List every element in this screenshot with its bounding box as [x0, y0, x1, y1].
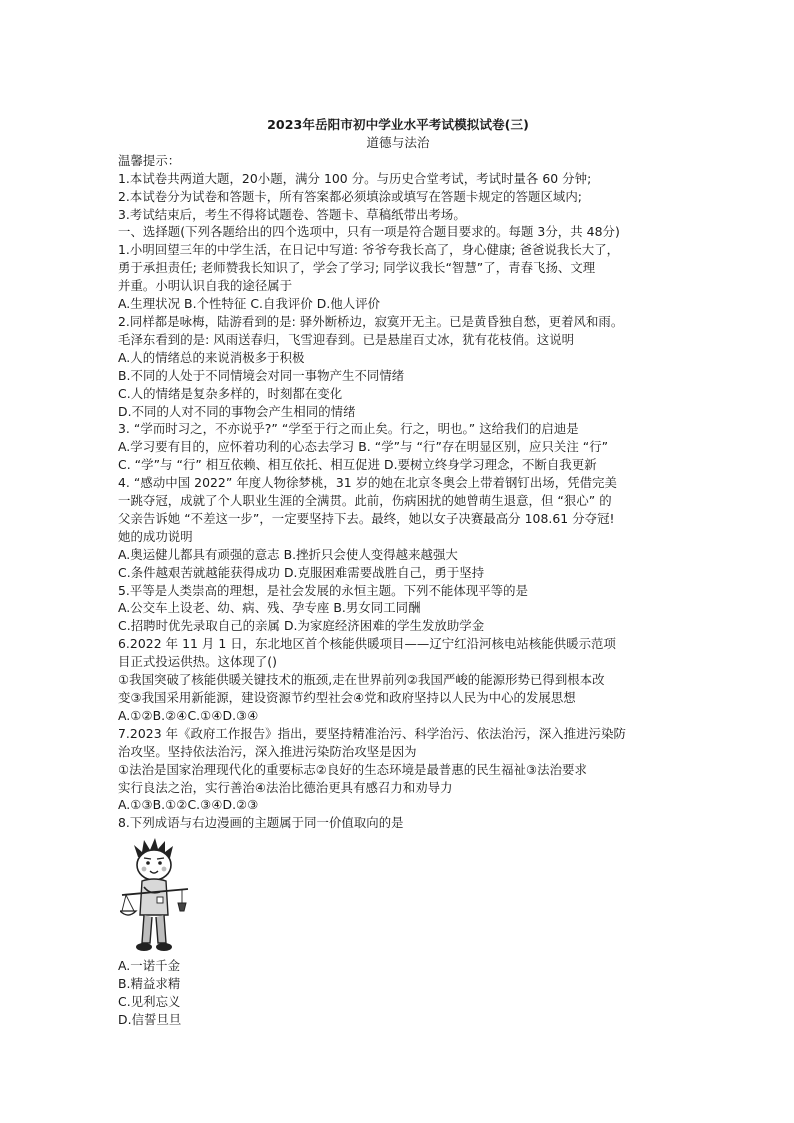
option-d: D.信誓旦旦 [118, 1011, 182, 1027]
question-8 [118, 814, 678, 1029]
notice-item-3: 3.考试结束后，考生不得将试题卷、答题卡、草稿纸带出考场。 [118, 206, 466, 222]
option-a: A.人的情绪总的来说消极多于积极 [118, 349, 305, 365]
question-text: 3. “学而时习之，不亦说乎?” “学至于行之而止矣。行之，明也。” 这给我们的启迪是 [118, 421, 579, 437]
exam-title: 2023年岳阳市初中学业水平考试模拟试卷(三) [267, 117, 529, 132]
section-heading: 一、选择题(下列各题给出的四个选项中，只有一项是符合题目要求的。每题 3分，共 48分) [118, 224, 620, 240]
question-5 [118, 582, 678, 636]
question-text: 一跳夺冠，成就了个人职业生涯的全满贯。此前，伤病困扰的她曾萌生退意，但 “狠心” 的 [118, 493, 612, 509]
question-options: A.①②B.②④C.①④D.③④ [118, 707, 259, 723]
exam-page [118, 116, 678, 1029]
question-text: 1.小明回望三年的中学生活，在日记中写道: 爷爷夸我长高了，身心健康; 爸爸说我长大了， [118, 242, 620, 258]
statement-line: ①法治是国家治理现代化的重要标志②良好的生态环境是最普惠的民生福祉③法治要求 [118, 761, 587, 777]
option-d: D.不同的人对不同的事物会产生相同的情绪 [118, 403, 356, 419]
question-text: 毛泽东看到的是: 风雨送春归，飞雪迎春到。已是悬崖百丈冰，犹有花枝俏。这说明 [118, 331, 575, 347]
option-a-b: A.公交车上设老、幼、病、残、孕专座 B.男女同工同酬 [118, 600, 421, 616]
option-b: B.不同的人处于不同情境会对同一事物产生不同情绪 [118, 367, 405, 383]
option-c-d: C. “学”与 “行” 相互依赖、相互依托、相互促进 D.要树立终身学习理念，不断自我更新 [118, 457, 597, 473]
question-text: 治攻坚。坚持依法治污，深入推进污染防治攻坚是因为 [118, 743, 417, 759]
question-text: 7.2023 年《政府工作报告》指出，要坚持精准治污、科学治污、依法治污，深入推进污染防 [118, 725, 626, 741]
option-c-d: C.招聘时优先录取自己的亲属 D.为家庭经济困难的学生发放助学金 [118, 618, 485, 634]
question-7 [118, 725, 678, 815]
statement-line: ①我国突破了核能供暖关键技术的瓶颈,走在世界前列②我国严峻的能源形势已得到根本改 [118, 672, 605, 688]
question-text: 4. “感动中国 2022” 年度人物徐梦桃，31 岁的她在北京冬奥会上带着钢钉出场，凭借完美 [118, 475, 617, 491]
notice-heading: 温馨提示： [118, 152, 181, 168]
option-c-d: C.条件越艰苦就越能获得成功 D.克服困难需要战胜自己，勇于坚持 [118, 564, 485, 580]
question-text: 父亲告诉她 “不差这一步”，一定要坚持下去。最终，她以女子决赛最高分 108.61 分夺冠! [118, 510, 615, 526]
question-3 [118, 420, 678, 474]
option-a-b: A.学习要有目的，应怀着功利的心态去学习 B. “学”与 “行”存在明显区别，应只关注 “行” [118, 439, 609, 455]
question-options: A.①③B.①②C.③④D.②③ [118, 797, 259, 813]
option-c: C.人的情绪是复杂多样的，时刻都在变化 [118, 385, 343, 401]
notice-item-2: 2.本试卷分为试卷和答题卡，所有答案都必须填涂或填写在答题卡规定的答题区域内; [118, 188, 583, 204]
option-b: B.精益求精 [118, 976, 181, 992]
question-text: 5.平等是人类崇高的理想，是社会发展的永恒主题。下列不能体现平等的是 [118, 582, 529, 598]
question-options: A.生理状况 B.个性特征 C.自我评价 D.他人评价 [118, 296, 381, 312]
option-a: A.一诺千金 [118, 958, 181, 974]
option-c: C.见利忘义 [118, 994, 181, 1010]
exam-subject: 道德与法治 [366, 134, 430, 150]
question-6 [118, 635, 678, 725]
question-2 [118, 313, 678, 420]
question-text: 并重。小明认识自我的途径属于 [118, 278, 293, 294]
question-text: 6.2022 年 11 月 1 日，东北地区首个核能供暖项目——辽宁红沿河核电站核能供暖示范项 [118, 636, 616, 652]
question-text: 2.同样都是咏梅，陆游看到的是: 驿外断桥边，寂寞开无主。已是黄昏独自愁，更着风和雨。 [118, 313, 624, 329]
notice-item-1: 1.本试卷共两道大题，20小题，满分 100 分。与历史合堂考试，考试时量各 60 分钟; [118, 170, 592, 186]
question-1 [118, 241, 678, 313]
question-text: 勇于承担责任; 老师赞我长知识了，学会了学习; 同学议我长“智慧”了，青春飞扬、文理 [118, 260, 596, 276]
cartoon-boy-with-scale-image [120, 835, 190, 957]
statement-line: 实行良法之治，实行善治④法治比德治更具有感召力和劝导力 [118, 779, 453, 795]
statement-line: 变③我国采用新能源，建设资源节约型社会④党和政府坚持以人民为中心的发展思想 [118, 690, 576, 705]
question-text: 她的成功说明 [118, 528, 193, 544]
question-text: 目正式投运供热。这体现了() [118, 654, 278, 670]
question-text: 8.下列成语与右边漫画的主题属于同一价值取向的是 [118, 815, 404, 831]
option-a-b: A.奥运健儿都具有顽强的意志 B.挫折只会使人变得越来越强大 [118, 546, 458, 562]
question-4 [118, 474, 678, 581]
